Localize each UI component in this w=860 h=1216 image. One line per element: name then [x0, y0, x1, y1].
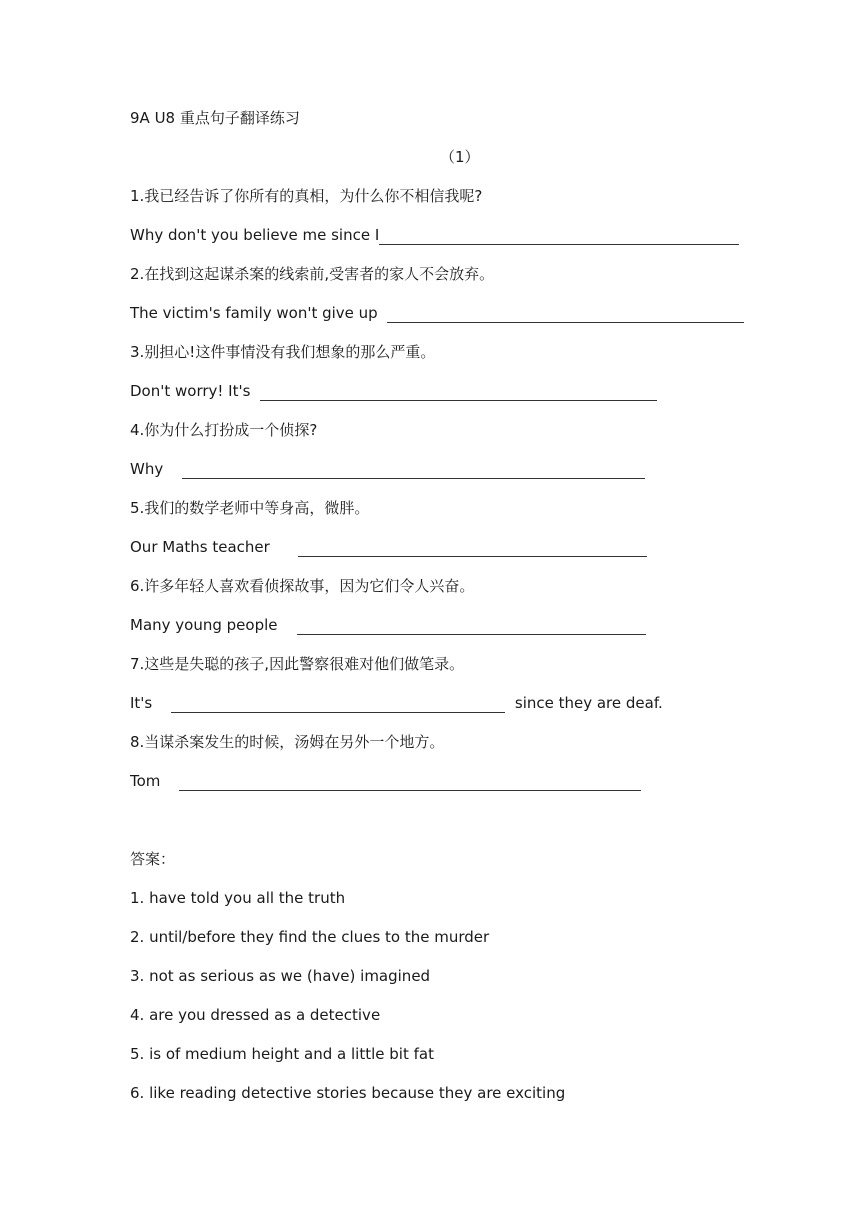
question-1-chinese: 1.我已经告诉了你所有的真相，为什么你不相信我呢?	[130, 187, 483, 205]
question-1-prompt: Why don't you believe me since I	[130, 226, 380, 244]
question-1-english	[130, 225, 739, 245]
question-4-english	[130, 459, 645, 479]
question-7-blank[interactable]	[171, 696, 505, 713]
answer-2: 2. until/before they find the clues to the murder	[130, 928, 490, 946]
question-6-english	[130, 615, 646, 635]
question-6-blank[interactable]	[297, 618, 646, 635]
question-7-english	[130, 693, 663, 713]
question-7-suffix: since they are deaf.	[514, 694, 663, 712]
question-2-english	[130, 303, 744, 323]
question-7-prompt: It's	[130, 694, 153, 712]
question-2-blank[interactable]	[387, 306, 744, 323]
question-3-prompt: Don't worry! It's	[130, 382, 251, 400]
question-3-chinese: 3.别担心!这件事情没有我们想象的那么严重。	[130, 343, 436, 361]
question-5-english	[130, 537, 647, 557]
question-8-prompt: Tom	[130, 772, 161, 790]
question-8-chinese: 8.当谋杀案发生的时候，汤姆在另外一个地方。	[130, 733, 445, 751]
question-5-blank[interactable]	[298, 540, 647, 557]
answer-1: 1. have told you all the truth	[130, 889, 346, 907]
question-5-chinese: 5.我们的数学老师中等身高，微胖。	[130, 499, 370, 517]
question-4-prompt: Why	[130, 460, 164, 478]
question-6-chinese: 6.许多年轻人喜欢看侦探故事，因为它们令人兴奋。	[130, 577, 475, 595]
question-2-chinese: 2.在找到这起谋杀案的线索前,受害者的家人不会放弃。	[130, 265, 495, 283]
section-number: （1）	[440, 148, 480, 166]
question-4-blank[interactable]	[182, 462, 645, 479]
question-3-blank[interactable]	[260, 384, 657, 401]
answer-3: 3. not as serious as we (have) imagined	[130, 967, 431, 985]
question-4-chinese: 4.你为什么打扮成一个侦探?	[130, 421, 318, 439]
question-3-english	[130, 381, 657, 401]
answer-4: 4. are you dressed as a detective	[130, 1006, 381, 1024]
question-2-prompt: The victim's family won't give up	[130, 304, 378, 322]
question-6-prompt: Many young people	[130, 616, 278, 634]
answer-6: 6. like reading detective stories because they are exciting	[130, 1084, 566, 1102]
answers-heading: 答案：	[130, 850, 176, 868]
question-7-chinese: 7.这些是失聪的孩子,因此警察很难对他们做笔录。	[130, 655, 465, 673]
question-8-english	[130, 771, 641, 791]
question-1-blank[interactable]	[379, 228, 739, 245]
question-5-prompt: Our Maths teacher	[130, 538, 270, 556]
question-8-blank[interactable]	[179, 774, 641, 791]
document-title: 9A U8 重点句子翻译练习	[130, 109, 300, 127]
answer-5: 5. is of medium height and a little bit fat	[130, 1045, 434, 1063]
